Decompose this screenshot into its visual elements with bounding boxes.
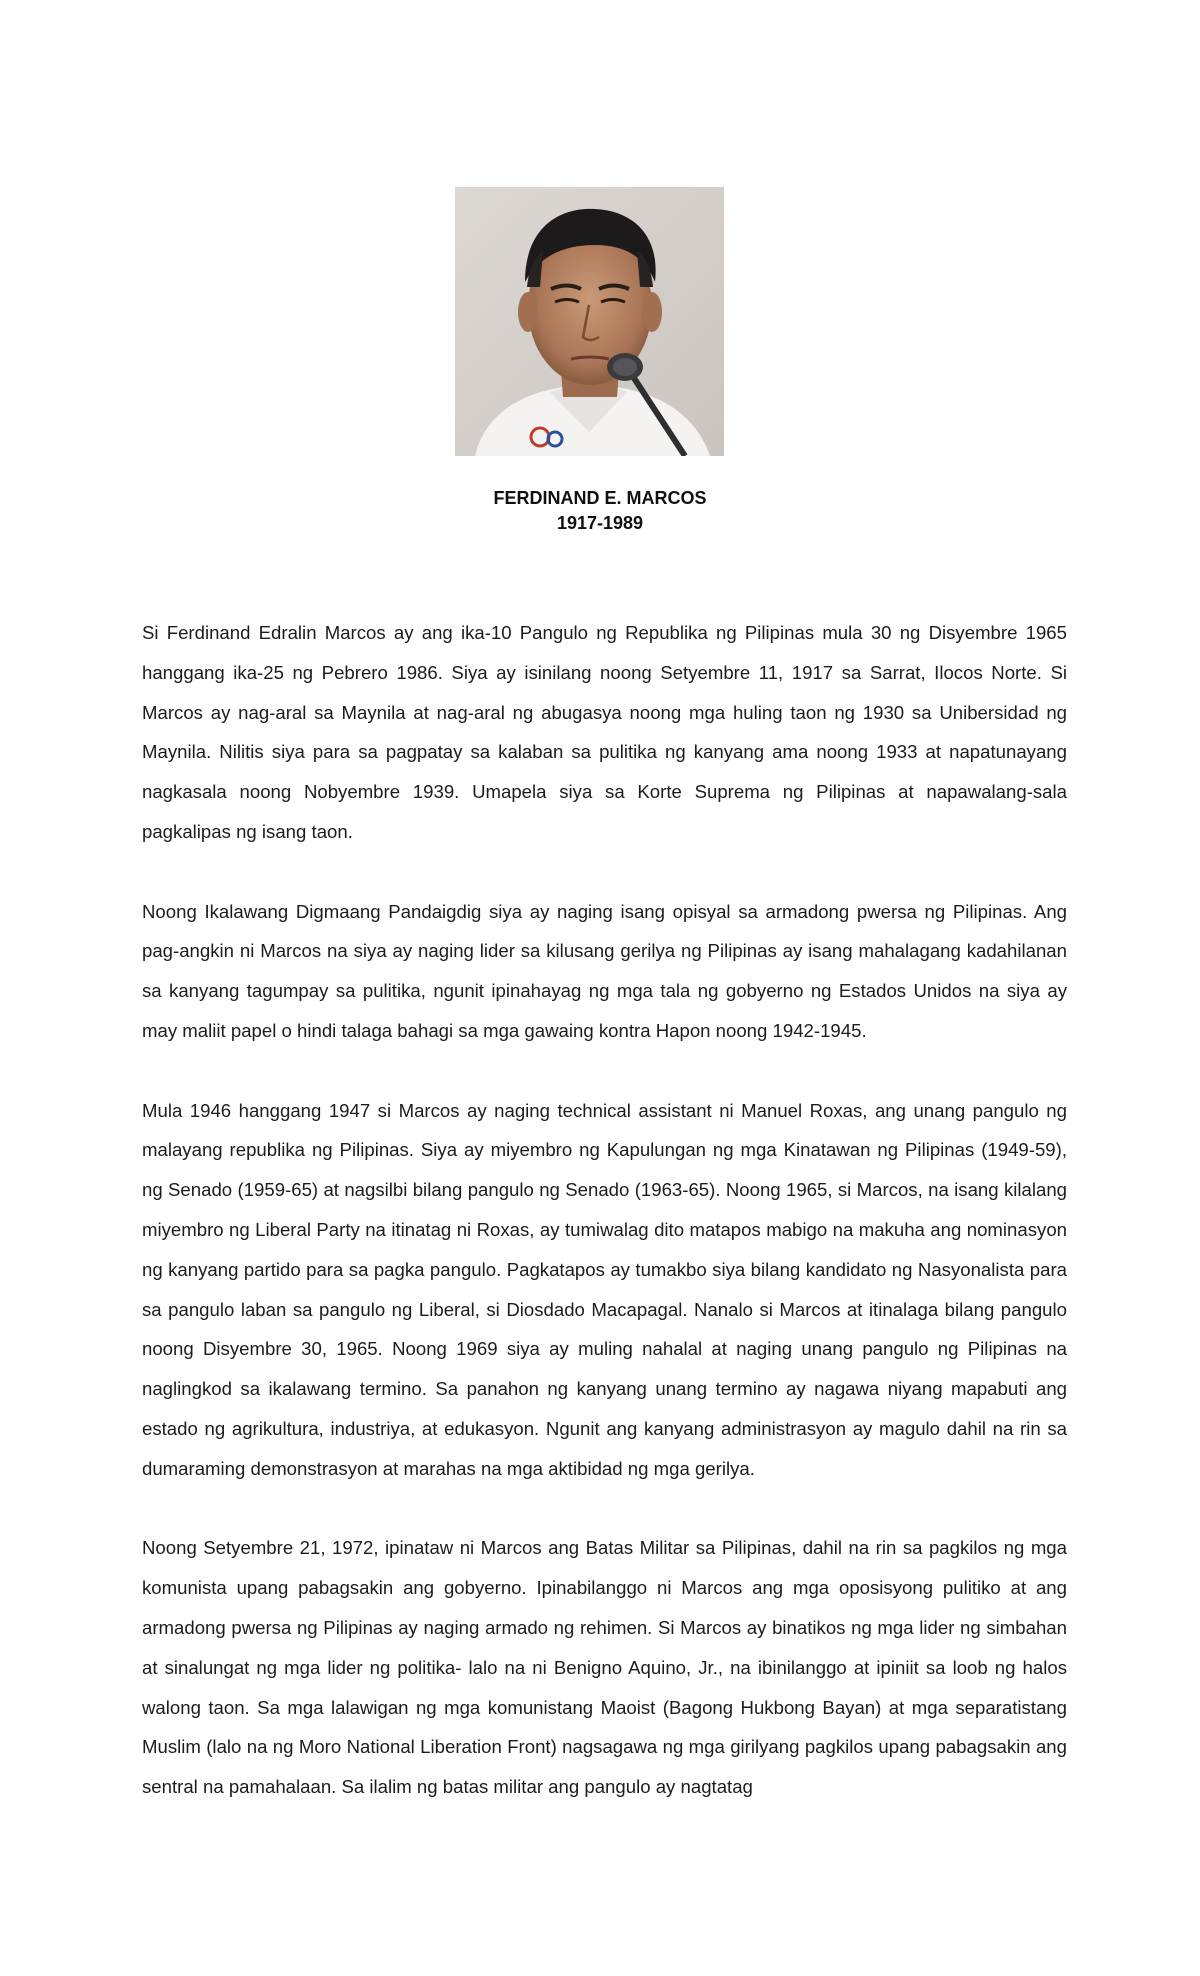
biography-body [142, 613, 1067, 1847]
paragraph-1: Si Ferdinand Edralin Marcos ay ang ika-10 Pangulo ng Republika ng Pilipinas mula 30 ng Disyembre 1965 hanggang ika-25 ng Pebrero 1986. Siya ay isinilang noong Setyembre 11, 1917 sa Sarrat, Ilocos Norte. Si Marcos ay nag-aral sa Maynila at nag-aral ng abugasya noong mga huling taon ng 1930 sa Unibersidad ng Maynila. Nilitis siya para sa pagpatay sa kalaban sa pulitika ng kanyang ama noong 1933 at napatunayang nagkasala noong Nobyembre 1939. Umapela siya sa Korte Suprema ng Pilipinas at napawalang-sala pagkalipas ng isang taon. [142, 622, 1067, 842]
subject-name: FERDINAND E. MARCOS [493, 488, 707, 508]
document-heading [0, 486, 1200, 536]
subject-years: 1917-1989 [556, 513, 644, 533]
paragraph-2: Noong Ikalawang Digmaang Pandaigdig siya ay naging isang opisyal sa armadong pwersa ng Pilipinas. Ang pag-angkin ni Marcos na siya ay naging lider sa kilusang gerilya ng Pilipinas ay isang mahalagang kadahilanan sa kanyang tagumpay sa pulitika, ngunit ipinahayag ng mga tala ng gobyerno ng Estados Unidos na siya ay may maliit papel o hindi talaga bahagi sa mga gawaing kontra Hapon noong 1942-1945. [142, 900, 1067, 1041]
paragraph-3: Mula 1946 hanggang 1947 si Marcos ay naging technical assistant ni Manuel Roxas, ang unang pangulo ng malayang republika ng Pilipinas. Siya ay miyembro ng Kapulungan ng mga Kinatawan ng Pilipinas (1949-59), ng Senado (1959-65) at nagsilbi bilang pangulo ng Senado (1963-65). Noong 1965, si Marcos, na isang kilalang miyembro ng Liberal Party na itinatag ni Roxas, ay tumiwalag dito matapos mabigo na makuha ang nominasyon ng kanyang partido para sa pagka pangulo. Pagkatapos ay tumakbo siya bilang kandidato ng Nasyonalista para sa pangulo laban sa pangulo ng Liberal, si Diosdado Macapagal. Nanalo si Marcos at itinalaga bilang pangulo noong Disyembre 30, 1965. Noong 1969 siya ay muling nahalal at naging unang pangulo ng Pilipinas na naglingkod sa ikalawang termino. Sa panahon ng kanyang unang termino ay nagawa niyang mapabuti ang estado ng agrikultura, industriya, at edukasyon. Ngunit ang kanyang administrasyon ay magulo dahil na rin sa dumaraming demonstrasyon at marahas na mga aktibidad ng mga gerilya. [142, 1099, 1067, 1479]
portrait-photo [455, 187, 724, 456]
portrait-image [455, 187, 724, 456]
paragraph-4: Noong Setyembre 21, 1972, ipinataw ni Marcos ang Batas Militar sa Pilipinas, dahil na rin sa pagkilos ng mga komunista upang pabagsakin ang gobyerno. Ipinabilanggo ni Marcos ang mga oposisyong pulitiko at ang armadong pwersa ng Pilipinas ay naging armado ng rehimen. Si Marcos ay binatikos ng mga lider ng simbahan at sinalungat ng mga lider ng politika- lalo na ni Benigno Aquino, Jr., na ibinilanggo at ipiniit sa loob ng halos walong taon. Sa mga lalawigan ng mga komunistang Maoist (Bagong Hukbong Bayan) at mga separatistang Muslim (lalo na ng Moro National Liberation Front) nagsagawa ng mga girilyang pagkilos upang pabagsakin ang sentral na pamahalaan. Sa ilalim ng batas militar ang pangulo ay nagtatag [142, 1537, 1067, 1798]
